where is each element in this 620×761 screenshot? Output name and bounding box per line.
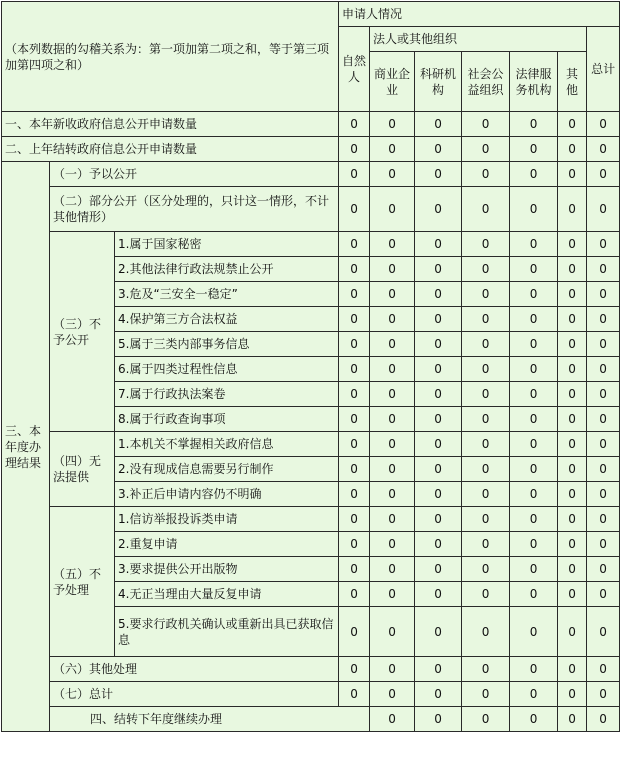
value-cell: 0: [415, 257, 462, 282]
value-cell: 0: [339, 682, 370, 707]
value-cell: 0: [415, 407, 462, 432]
value-cell: 0: [462, 407, 510, 432]
value-cell: 0: [462, 532, 510, 557]
value-cell: 0: [510, 357, 558, 382]
value-cell: 0: [415, 357, 462, 382]
value-cell: 0: [510, 582, 558, 607]
group-4-label: （四）无法提供: [50, 432, 115, 507]
value-cell: 0: [558, 432, 587, 457]
value-cell: 0: [510, 607, 558, 657]
value-cell: 0: [339, 557, 370, 582]
row-label: 2.没有现成信息需要另行制作: [115, 457, 339, 482]
value-cell: 0: [415, 682, 462, 707]
value-cell: 0: [510, 307, 558, 332]
row-label: 5.要求行政机关确认或重新出具已获取信息: [115, 607, 339, 657]
value-cell: 0: [339, 232, 370, 257]
value-cell: 0: [339, 357, 370, 382]
value-cell: 0: [339, 657, 370, 682]
value-cell: 0: [370, 307, 415, 332]
row-label: 7.属于行政执法案卷: [115, 382, 339, 407]
value-cell: 0: [370, 112, 415, 137]
value-cell: 0: [370, 707, 415, 732]
value-cell: 0: [415, 532, 462, 557]
value-cell: 0: [558, 332, 587, 357]
value-cell: 0: [370, 407, 415, 432]
table-row: [2, 187, 620, 232]
value-cell: 0: [587, 257, 620, 282]
row-label: 4.保护第三方合法权益: [115, 307, 339, 332]
value-cell: 0: [339, 332, 370, 357]
value-cell: 0: [558, 112, 587, 137]
value-cell: 0: [415, 557, 462, 582]
value-cell: 0: [587, 187, 620, 232]
value-cell: 0: [462, 282, 510, 307]
value-cell: 0: [510, 482, 558, 507]
value-cell: 0: [587, 582, 620, 607]
value-cell: 0: [510, 407, 558, 432]
value-cell: 0: [462, 357, 510, 382]
value-cell: 0: [462, 432, 510, 457]
value-cell: 0: [415, 457, 462, 482]
value-cell: 0: [339, 257, 370, 282]
value-cell: 0: [462, 682, 510, 707]
value-cell: 0: [558, 532, 587, 557]
value-cell: 0: [510, 557, 558, 582]
value-cell: 0: [558, 357, 587, 382]
value-cell: 0: [370, 657, 415, 682]
value-cell: 0: [510, 187, 558, 232]
value-cell: 0: [339, 407, 370, 432]
value-cell: 0: [462, 137, 510, 162]
value-cell: 0: [370, 232, 415, 257]
value-cell: 0: [339, 482, 370, 507]
value-cell: 0: [558, 657, 587, 682]
header-note: （本列数据的勾稽关系为：第一项加第二项之和，等于第三项加第四项之和）: [2, 2, 339, 112]
value-cell: 0: [510, 657, 558, 682]
value-cell: 0: [370, 682, 415, 707]
table-row: [2, 137, 620, 162]
header-other: 其他: [558, 52, 587, 112]
row-label: 8.属于行政查询事项: [115, 407, 339, 432]
value-cell: 0: [370, 532, 415, 557]
value-cell: 0: [558, 607, 587, 657]
value-cell: 0: [462, 582, 510, 607]
value-cell: 0: [587, 532, 620, 557]
value-cell: 0: [370, 257, 415, 282]
value-cell: 0: [370, 187, 415, 232]
value-cell: 0: [510, 257, 558, 282]
value-cell: 0: [339, 137, 370, 162]
value-cell: 0: [415, 112, 462, 137]
row-label: （一）予以公开: [50, 162, 339, 187]
value-cell: 0: [339, 162, 370, 187]
value-cell: 0: [587, 607, 620, 657]
header-total: 总计: [587, 27, 620, 112]
value-cell: 0: [558, 407, 587, 432]
value-cell: 0: [558, 137, 587, 162]
row-label: 3.补正后申请内容仍不明确: [115, 482, 339, 507]
value-cell: 0: [462, 162, 510, 187]
value-cell: 0: [510, 457, 558, 482]
table-row: [2, 162, 620, 187]
header-research: 科研机构: [415, 52, 462, 112]
value-cell: 0: [587, 482, 620, 507]
row-label: 5.属于三类内部事务信息: [115, 332, 339, 357]
value-cell: 0: [587, 382, 620, 407]
row-label: 2.重复申请: [115, 532, 339, 557]
value-cell: 0: [462, 457, 510, 482]
row-label: 一、本年新收政府信息公开申请数量: [2, 112, 339, 137]
value-cell: 0: [415, 432, 462, 457]
value-cell: 0: [462, 707, 510, 732]
header-legal-org: 法人或其他组织: [370, 27, 587, 52]
application-stats-table: [1, 1, 620, 732]
value-cell: 0: [587, 112, 620, 137]
value-cell: 0: [370, 357, 415, 382]
value-cell: 0: [370, 457, 415, 482]
header-natural-person: 自然人: [339, 27, 370, 112]
value-cell: 0: [587, 332, 620, 357]
group-3-label: （三）不予公开: [50, 232, 115, 432]
value-cell: 0: [587, 557, 620, 582]
table-row: [2, 707, 620, 732]
value-cell: 0: [510, 532, 558, 557]
value-cell: 0: [558, 382, 587, 407]
value-cell: 0: [558, 582, 587, 607]
value-cell: 0: [339, 507, 370, 532]
value-cell: 0: [587, 162, 620, 187]
value-cell: 0: [339, 382, 370, 407]
value-cell: 0: [415, 482, 462, 507]
value-cell: 0: [415, 282, 462, 307]
value-cell: 0: [415, 707, 462, 732]
value-cell: 0: [370, 162, 415, 187]
value-cell: 0: [370, 582, 415, 607]
value-cell: 0: [558, 282, 587, 307]
value-cell: 0: [510, 137, 558, 162]
value-cell: 0: [558, 187, 587, 232]
row-label: 2.其他法律行政法规禁止公开: [115, 257, 339, 282]
value-cell: 0: [510, 232, 558, 257]
value-cell: 0: [339, 112, 370, 137]
value-cell: 0: [370, 282, 415, 307]
value-cell: 0: [558, 682, 587, 707]
row-label: 1.信访举报投诉类申请: [115, 507, 339, 532]
value-cell: 0: [370, 482, 415, 507]
value-cell: 0: [462, 657, 510, 682]
value-cell: 0: [339, 187, 370, 232]
value-cell: 0: [587, 137, 620, 162]
value-cell: 0: [558, 162, 587, 187]
value-cell: 0: [462, 307, 510, 332]
value-cell: 0: [558, 307, 587, 332]
table-row: [2, 232, 620, 257]
row-label: （二）部分公开（区分处理的，只计这一情形，不计其他情形）: [50, 187, 339, 232]
value-cell: 0: [415, 582, 462, 607]
header-commercial: 商业企业: [370, 52, 415, 112]
value-cell: 0: [587, 657, 620, 682]
row-label: （七）总计: [50, 682, 339, 707]
value-cell: 0: [370, 557, 415, 582]
value-cell: 0: [415, 507, 462, 532]
value-cell: 0: [510, 382, 558, 407]
value-cell: 0: [587, 282, 620, 307]
value-cell: 0: [510, 112, 558, 137]
row-label: 四、结转下年度继续办理: [50, 707, 370, 732]
value-cell: 0: [415, 307, 462, 332]
value-cell: 0: [587, 507, 620, 532]
value-cell: 0: [462, 507, 510, 532]
row-label: （六）其他处理: [50, 657, 339, 682]
value-cell: 0: [415, 657, 462, 682]
row-label: 3.危及“三安全一稳定”: [115, 282, 339, 307]
value-cell: 0: [339, 282, 370, 307]
value-cell: 0: [558, 557, 587, 582]
value-cell: 0: [462, 557, 510, 582]
value-cell: 0: [558, 232, 587, 257]
value-cell: 0: [370, 137, 415, 162]
value-cell: 0: [510, 682, 558, 707]
row-label: 1.本机关不掌握相关政府信息: [115, 432, 339, 457]
value-cell: 0: [415, 137, 462, 162]
table-row: [2, 112, 620, 137]
value-cell: 0: [370, 332, 415, 357]
table-row: [2, 657, 620, 682]
section-3-label: 三、本年度办理结果: [2, 162, 50, 732]
value-cell: 0: [587, 707, 620, 732]
value-cell: 0: [587, 432, 620, 457]
value-cell: 0: [462, 232, 510, 257]
value-cell: 0: [558, 707, 587, 732]
value-cell: 0: [462, 382, 510, 407]
value-cell: 0: [558, 457, 587, 482]
value-cell: 0: [339, 582, 370, 607]
value-cell: 0: [462, 482, 510, 507]
table-row: [2, 432, 620, 457]
value-cell: 0: [510, 332, 558, 357]
group-5-label: （五）不予处理: [50, 507, 115, 657]
value-cell: 0: [339, 532, 370, 557]
value-cell: 0: [415, 332, 462, 357]
value-cell: 0: [339, 607, 370, 657]
value-cell: 0: [462, 607, 510, 657]
value-cell: 0: [462, 112, 510, 137]
value-cell: 0: [587, 682, 620, 707]
value-cell: 0: [370, 507, 415, 532]
value-cell: 0: [510, 507, 558, 532]
value-cell: 0: [370, 607, 415, 657]
value-cell: 0: [587, 232, 620, 257]
value-cell: 0: [415, 232, 462, 257]
value-cell: 0: [510, 707, 558, 732]
value-cell: 0: [462, 257, 510, 282]
value-cell: 0: [339, 307, 370, 332]
header-social-welfare: 社会公益组织: [462, 52, 510, 112]
value-cell: 0: [558, 257, 587, 282]
row-label: 4.无正当理由大量反复申请: [115, 582, 339, 607]
value-cell: 0: [462, 187, 510, 232]
value-cell: 0: [587, 307, 620, 332]
row-label: 3.要求提供公开出版物: [115, 557, 339, 582]
value-cell: 0: [415, 607, 462, 657]
value-cell: 0: [587, 407, 620, 432]
value-cell: 0: [510, 162, 558, 187]
table-row: [2, 507, 620, 532]
value-cell: 0: [587, 457, 620, 482]
value-cell: 0: [415, 187, 462, 232]
value-cell: 0: [370, 432, 415, 457]
value-cell: 0: [462, 332, 510, 357]
value-cell: 0: [370, 382, 415, 407]
value-cell: 0: [558, 507, 587, 532]
table-row: [2, 682, 620, 707]
value-cell: 0: [415, 382, 462, 407]
value-cell: 0: [415, 162, 462, 187]
value-cell: 0: [558, 482, 587, 507]
header-applicant-situation: 申请人情况: [339, 2, 620, 27]
header-row-1: [2, 2, 620, 27]
value-cell: 0: [510, 432, 558, 457]
header-legal-service: 法律服务机构: [510, 52, 558, 112]
row-label: 二、上年结转政府信息公开申请数量: [2, 137, 339, 162]
value-cell: 0: [339, 457, 370, 482]
value-cell: 0: [339, 432, 370, 457]
row-label: 1.属于国家秘密: [115, 232, 339, 257]
value-cell: 0: [587, 357, 620, 382]
value-cell: 0: [510, 282, 558, 307]
row-label: 6.属于四类过程性信息: [115, 357, 339, 382]
